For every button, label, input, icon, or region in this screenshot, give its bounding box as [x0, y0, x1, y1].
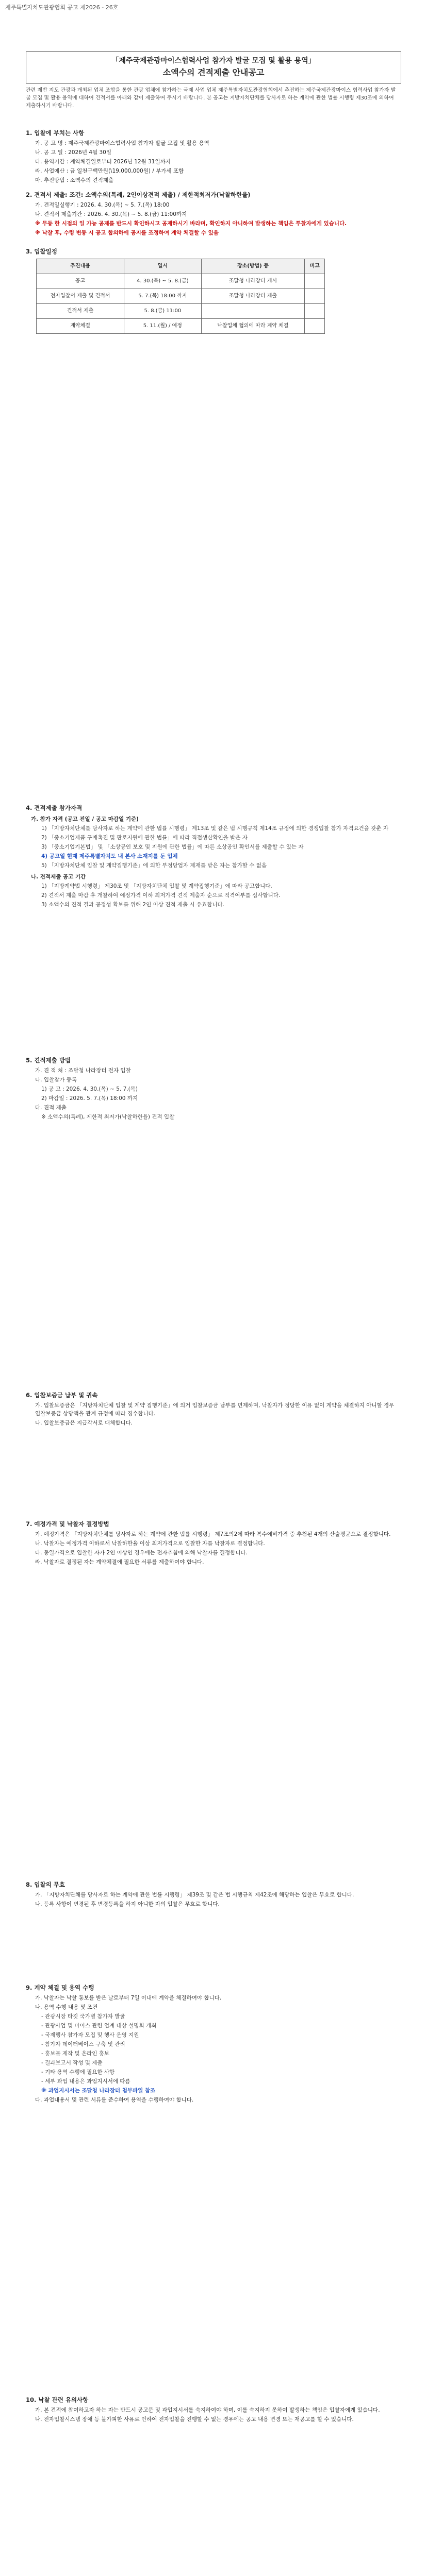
s9-item: 가. 낙찰자는 낙찰 통보를 받은 날로부터 7일 이내에 계약을 체결하여야 합니다. [35, 1995, 222, 2001]
table-cell: 전자입찰서 제출 및 견적서 [37, 289, 124, 304]
section-8 [26, 1880, 400, 1909]
section-3-heading: 3. 입찰일정 [26, 248, 57, 255]
s4-sub-a: 가. 참가 자격 (공고 전일 / 공고 마감일 기준) [31, 816, 139, 822]
section-7 [26, 1520, 400, 1567]
s5-item: 다. 견적 제출 [35, 1105, 67, 1111]
section-3 [26, 247, 400, 334]
s9-detail: ※ 과업지시서는 조달청 나라장터 첨부파일 참조 [41, 2088, 156, 2094]
section-2-heading: 2. 견적서 제출: 조건: 소액수의(특례, 2인이상견적 제출) / 제한적최저가(낙찰하한율) [26, 191, 251, 198]
s7-item: 나. 낙찰자는 예정가격 이하로서 낙찰하한율 이상 최저가격으로 입찰한 자를 낙찰자로 결정합니다. [35, 1540, 265, 1547]
table-cell: 조달청 나라장터 제출 [201, 289, 305, 304]
table-cell: 5. 11.(월) / 예정 [124, 319, 201, 334]
table-header-row [37, 259, 325, 274]
s2-note: ※ 무등 한 시점의 일 가능 공제를 반드시 확인하시고 공제하시기 바라며, 확인하지 아니하여 발생하는 책임은 투찰자에게 있습니다. [35, 221, 347, 227]
section-9-heading: 9. 계약 체결 및 용역 수행 [26, 1984, 94, 1991]
s7-item: 라. 낙찰자로 결정된 자는 계약체결에 필요한 서류를 제출하여야 합니다. [35, 1559, 204, 1565]
s8-item: 나. 등록 사항이 변경된 후 변경등록을 하지 아니한 자의 입찰은 무효로 합니다. [35, 1901, 220, 1907]
s1-item: 라. 사업예산 : 금 일천구백만원(\19,000,000원) / 부가세 포함 [35, 168, 184, 174]
table-cell [305, 274, 325, 289]
s4-item: 3) 소액수의 견적 결과 공정성 확보를 위해 2인 이상 견적 제출 시 유효합니다. [41, 902, 224, 908]
table-row [37, 289, 325, 304]
section-7-heading: 7. 예정가격 및 낙찰자 결정방법 [26, 1520, 109, 1528]
table-cell: 공고 [37, 274, 124, 289]
section-4-heading: 4. 견적제출 참가자격 [26, 804, 83, 811]
s2-item: 나. 견적서 제출기간 : 2026. 4. 30.(목) ~ 5. 8.(금) 11:00까지 [35, 211, 187, 217]
table-cell: 5. 7.(목) 18:00 까지 [124, 289, 201, 304]
title-line1: 「제주국제관광마이스협력사업 참가자 발굴 모집 및 활용 용역」 [111, 57, 316, 65]
section-2 [26, 191, 400, 238]
s4-item: 2) 「중소기업제품 구매촉진 및 판로지원에 관한 법률」에 따라 직접생산확인을 받은 자 [41, 835, 248, 841]
s9-detail: - 결과보고서 작성 및 제출 [41, 2060, 103, 2066]
table-cell: 낙찰업체 협의에 따라 계약 체결 [201, 319, 305, 334]
section-9 [26, 1984, 400, 2105]
s5-detail: 1) 공 고 : 2026. 4. 30.(목) ~ 5. 7.(목) [41, 1086, 138, 1092]
s8-item: 가. 「지방자치단체를 당사자로 하는 계약에 관한 법률 시행령」 제39조 및 같은 법 시행규칙 제42조에 해당하는 입찰은 무효로 합니다. [35, 1892, 354, 1898]
section-4 [26, 804, 400, 910]
s4-item: 4) 공고일 현재 제주특별자치도 내 본사 소재지를 둔 업체 [41, 853, 178, 859]
s4-item: 1) 「지방자치단체를 당사자로 하는 계약에 관한 법률 시행령」 제13조 및 같은 법 시행규칙 제14조 규정에 의한 경쟁입찰 참가 자격요건을 갖춘 자 [41, 825, 388, 832]
table-cell: 계약체결 [37, 319, 124, 334]
s5-detail: 2) 마감일 : 2026. 5. 7.(목) 18:00 까지 [41, 1095, 138, 1101]
table-row [37, 319, 325, 334]
s4-item: 5) 「지방자치단체 입찰 및 계약집행기준」에 의한 부정당업자 제재를 받은 자는 참가할 수 없음 [41, 862, 267, 869]
s4-sub-b: 나. 견적제출 공고 기간 [31, 874, 86, 880]
s4-item: 1) 「지방계약법 시행령」 제30조 및 「지방자치단체 입찰 및 계약집행기준」에 따라 공고합니다. [41, 883, 272, 889]
s9-detail: - 참가자 데이터베이스 구축 및 관리 [41, 2041, 125, 2047]
section-1-heading: 1. 입찰에 부치는 사항 [26, 129, 85, 137]
s9-detail: - 관광사업 및 마이스 관련 업계 대상 설명회 개최 [41, 2023, 157, 2029]
section-5 [26, 1056, 400, 1122]
table-cell: 4. 30.(목) ~ 5. 8.(금) [124, 274, 201, 289]
table-header-cell: 비고 [305, 259, 325, 274]
doc-id: 제주특별자치도관광협회 공고 제2026 - 26호 [5, 4, 119, 11]
table-header-cell: 장소(방법) 등 [201, 259, 305, 274]
s9-detail: - 홍보물 제작 및 온라인 홍보 [41, 2050, 110, 2057]
s7-item: 가. 예정가격은 「지방자치단체를 당사자로 하는 계약에 관한 법률 시행령」 제7조의2에 따라 복수예비가격 중 추첨된 4개의 산술평균으로 결정합니다. [35, 1531, 391, 1537]
s1-item: 가. 공 고 명 : 제주국제관광마이스협력사업 참가자 발굴 모집 및 활용 용역 [35, 140, 209, 146]
table-row [37, 274, 325, 289]
s9-detail: - 기타 용역 수행에 필요한 사항 [41, 2069, 115, 2075]
s9-item: 나. 용역 수행 내용 및 조건 [35, 2004, 98, 2010]
s6-item: 가. 입찰보증금은 「지방자치단체 입찰 및 계약 집행기준」에 의거 입찰보증금 납부를 면제하며, 낙찰자가 정당한 이유 없이 계약을 체결하지 아니할 경우 입찰보증금 상당액을 관계 규정에 따라 징수합니다. [35, 1402, 395, 1417]
section-5-heading: 5. 견적제출 방법 [26, 1057, 71, 1064]
section-6 [26, 1391, 400, 1428]
s9-detail: - 국제행사 참가자 모집 및 행사 운영 지원 [41, 2032, 139, 2038]
table-row [37, 304, 325, 319]
section-1 [26, 129, 400, 185]
s2-note: ※ 낙찰 후, 수령 변동 시 공고 합의하에 공지를 조정하여 계약 체결할 수 있음 [35, 230, 219, 236]
section-6-heading: 6. 입찰보증금 납부 및 귀속 [26, 1392, 98, 1399]
table-cell [305, 319, 325, 334]
s9-detail: - 세부 과업 내용은 과업지시서에 따름 [41, 2078, 130, 2084]
s5-item: 가. 견 적 처 : 조달청 나라장터 전자 입찰 [35, 1067, 131, 1074]
s5-item: 나. 입찰참가 등록 [35, 1077, 77, 1083]
s10-item: 나. 전자입찰시스템 장애 등 불가피한 사유로 인하여 전자입찰을 진행할 수 없는 경우에는 공고 내용 변경 또는 재공고를 할 수 있습니다. [35, 2416, 354, 2422]
s2-item: 가. 견적일실행기 : 2026. 4. 30.(목) ~ 5. 7.(목) 18:00 [35, 202, 170, 208]
table-cell [201, 304, 305, 319]
s9-detail: - 관광시장 타깃 국가별 참가자 발굴 [41, 2013, 125, 2020]
table-cell: 조달청 나라장터 게시 [201, 274, 305, 289]
s1-item: 마. 추진방법 : 소액수의 견적제출 [35, 177, 114, 183]
s4-item: 2) 견적서 제출 마감 후 개찰하여 예정가격 이하 최저가격 견적 제출자 순으로 적격여부를 심사합니다. [41, 892, 281, 899]
table-header-cell: 추진내용 [37, 259, 124, 274]
title-line2: 소액수의 견적제출 안내공고 [162, 67, 265, 77]
section-10-heading: 10. 낙찰 관련 유의사항 [26, 2396, 89, 2403]
title-box [26, 52, 401, 83]
s6-item: 나. 입찰보증금은 지급각서로 대체합니다. [35, 1420, 133, 1426]
table-cell [305, 289, 325, 304]
s9-item: 다. 과업내용서 및 관련 서류를 준수하여 용역을 수행하여야 합니다. [35, 2097, 194, 2103]
section-10 [26, 2396, 400, 2425]
table-cell: 5. 8.(금) 11:00 [124, 304, 201, 319]
s1-item: 다. 용역기간 : 계약체결일로부터 2026년 12월 31일까지 [35, 159, 171, 165]
intro-paragraph: 관련 제반 지도 관광과 개최된 업체 조합을 통한 관광 업체에 참가하는 국제 사업 업체 제주특별자치도관광협회에서 추진하는 제주국제관광마이스 협력사업 참가자 발굴 모집 및 활용 용역에 대하여 견적서를 아래와 같이 제출하여 주시기 바랍니다. 본 공고는 지방자치단체를 당사자로 하는 계약에 관한 법률 시행령 제30조에 의하여 제출하시기 바랍니다. [26, 88, 396, 109]
s10-item: 가. 본 견적에 참여하고자 하는 자는 반드시 공고문 및 과업지시서를 숙지하여야 하며, 이를 숙지하지 못하여 발생하는 책임은 입찰자에게 있습니다. [35, 2407, 380, 2413]
s4-item: 3) 「중소기업기본법」 및 「소상공인 보호 및 지원에 관한 법률」에 따른 소상공인 확인서를 제출할 수 있는 자 [41, 844, 304, 850]
table-header-cell: 일시 [124, 259, 201, 274]
s7-item: 다. 동일가격으로 입찰한 자가 2인 이상인 경우에는 전자추첨에 의해 낙찰자를 결정합니다. [35, 1550, 248, 1556]
section-8-heading: 8. 입찰의 무효 [26, 1881, 65, 1888]
s1-item: 나. 공 고 일 : 2026년 4월 30일 [35, 149, 112, 156]
table-cell [305, 304, 325, 319]
table-cell: 견적서 제출 [37, 304, 124, 319]
s5-detail: ※ 소액수의(특례), 제한적 최저가(낙찰하한율) 견적 입찰 [41, 1114, 175, 1120]
schedule-table [36, 259, 325, 334]
